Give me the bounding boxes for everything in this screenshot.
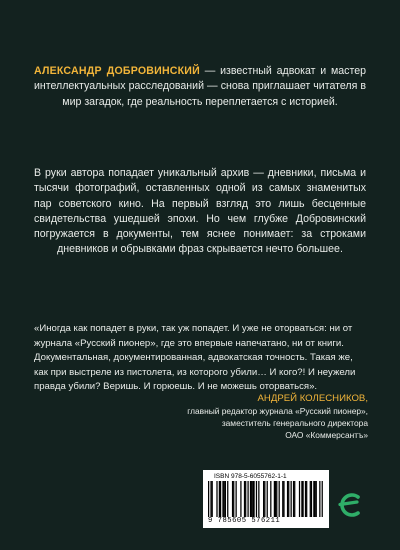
description-text: В руки автора попадает уникальный архив — дневники, письма и тысячи фотографий, оставленных одной из самых знаменитых пар советского кино. На первый взгляд это лишь бесценные свидетельства ушедшей эпохи. Но чем глубже Добровинский погружается в документы, тем яснее понимает: за строками дневников и обрывками фраз скрывается нечто большее.: [34, 167, 366, 256]
barcode-bar: [310, 481, 311, 517]
barcode-bar: [240, 481, 241, 517]
barcode-bar: [270, 481, 271, 517]
barcode-bar: [210, 481, 211, 517]
barcode-digits: 9 785605 576211: [208, 517, 281, 525]
barcode-bar: [314, 481, 315, 517]
barcode-bar: [227, 481, 228, 517]
barcode-bar: [294, 481, 295, 517]
barcode-bar: [267, 481, 268, 517]
intro-paragraph: [34, 64, 366, 110]
barcode-bar: [222, 481, 223, 517]
barcode-bar: [208, 481, 209, 517]
quote-text: «Иногда как попадет в руки, так уж попадет. И уже не оторваться: ни от журнала «Русский пионер», где это впервые напечатано, ни от книги. Документальная, документированная, адвокатская точность. Такая же, как при выстреле из пистолета, из которого убили… И кого?! И неужели правда убили? Веришь. И горюешь. И не можешь оторваться».: [34, 323, 356, 392]
author-name: АЛЕКСАНДР ДОБРОВИНСКИЙ: [34, 65, 200, 77]
barcode-bar: [263, 481, 264, 517]
barcode-bar: [283, 481, 284, 517]
barcode-bar: [316, 481, 317, 517]
review-quote: [34, 322, 366, 395]
reviewer-role-3: ОАО «Коммерсантъ»: [285, 430, 368, 440]
barcode-bar: [311, 481, 312, 517]
barcode-bar: [251, 481, 252, 517]
barcode-bar: [256, 481, 257, 517]
barcode-bar: [301, 481, 302, 517]
barcode-bar: [250, 481, 251, 517]
barcode-bar: [253, 481, 254, 517]
barcode-bar: [258, 481, 259, 517]
barcode-bar: [282, 481, 283, 517]
barcode-bar: [276, 481, 277, 517]
barcode-bar: [302, 481, 303, 517]
barcode-bar: [305, 481, 306, 517]
barcode-bar: [287, 481, 288, 517]
barcode-bar: [216, 481, 217, 517]
publisher-e-logo-icon: [336, 488, 362, 522]
barcode-bar: [322, 481, 323, 517]
intro-text: — известный адвокат и мастер интеллектуальных расследований — снова приглашает читателя в мир загадок, где реальность переплетается с историей.: [34, 65, 366, 108]
barcode-bar: [275, 481, 276, 517]
barcode-bar: [291, 481, 292, 517]
barcode-bar: [236, 481, 237, 517]
barcode-bar: [225, 481, 226, 517]
barcode-bar: [274, 481, 275, 517]
barcode-bar: [224, 481, 225, 517]
description-paragraph: [34, 166, 366, 258]
barcode-bar: [220, 481, 221, 517]
barcode-bars: [208, 481, 324, 517]
reviewer-name: АНДРЕЙ КОЛЕСНИКОВ,: [257, 393, 368, 404]
barcode-bar: [232, 481, 233, 517]
barcode-bar: [264, 481, 265, 517]
barcode-bar: [219, 481, 220, 517]
quote-signature: [108, 392, 368, 441]
barcode-bar: [288, 481, 289, 517]
barcode-bar: [313, 481, 314, 517]
barcode-bar: [293, 481, 294, 517]
isbn-number: ISBN 978-5-6055762-1-1: [214, 473, 287, 480]
isbn-barcode: [203, 470, 329, 528]
barcode-bar: [212, 481, 213, 517]
barcode-bar: [299, 481, 300, 517]
barcode-bar: [244, 481, 245, 517]
barcode-bar: [279, 481, 280, 517]
barcode-bar: [247, 481, 248, 517]
barcode-bar: [252, 481, 253, 517]
barcode-bar: [233, 481, 234, 517]
reviewer-role-2: заместитель генерального директора: [221, 418, 368, 428]
reviewer-role-1: главный редактор журнала «Русский пионер»,: [187, 406, 368, 416]
barcode-bar: [245, 481, 246, 517]
barcode-bar: [319, 481, 320, 517]
barcode-bar: [306, 481, 307, 517]
